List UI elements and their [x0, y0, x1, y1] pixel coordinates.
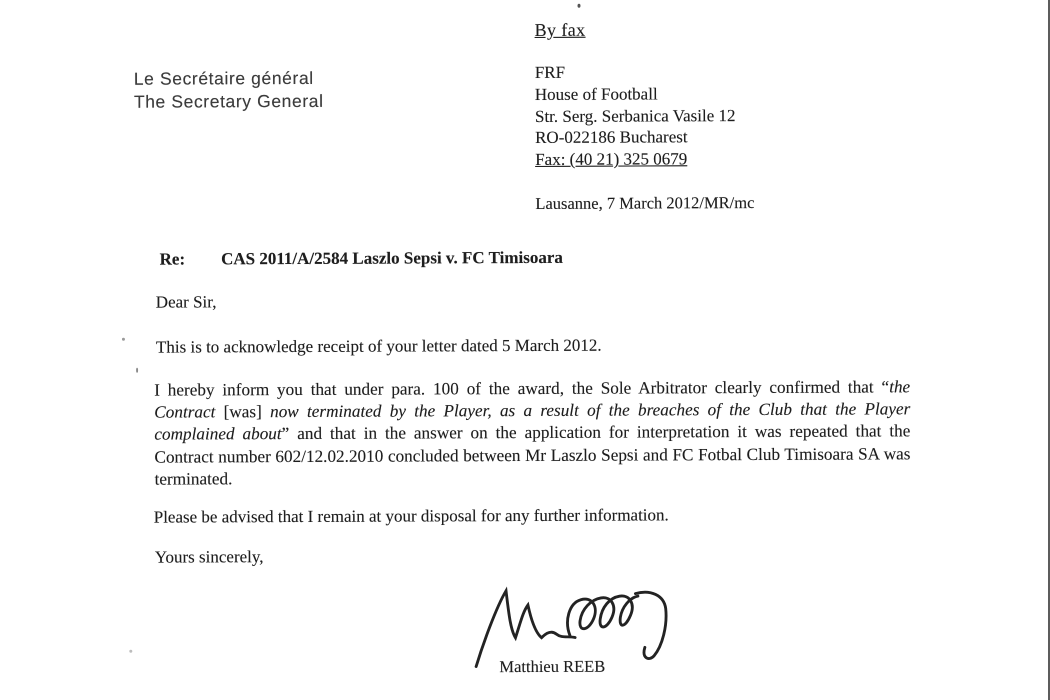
paragraph2-tail: ” and that in the answer on the application for interpretation it was repeated that the Contract number 602/12.02.2010 concluded between Mr Laszlo Sepsi and FC Fotbal Club Timisoara SA was terminated. — [154, 421, 911, 489]
recipient-building: House of Football — [534, 84, 658, 104]
recipient-address-block — [535, 61, 736, 171]
letterhead-title-en: The Secretary General — [133, 90, 324, 112]
paragraph2-lead: I hereby inform you that under para. 100 of the award, the Sole Arbitrator clearly confirmed that “ — [154, 377, 890, 400]
paragraph2-quote-bracket: [was] — [223, 402, 262, 422]
reference-label: Re: — [159, 249, 186, 269]
closing-line: Yours sincerely, — [154, 547, 264, 567]
dateline: Lausanne, 7 March 2012/MR/mc — [535, 192, 755, 213]
delivery-method-label: By fax — [534, 19, 586, 40]
recipient-city: RO-022186 Bucharest — [535, 127, 688, 148]
signature-name: Matthieu REEB — [499, 656, 606, 677]
paragraph2-quote-italic-b: now terminated by the Player, as a result of the breaches of the Club that the Player complained about — [154, 399, 911, 445]
recipient-fax: Fax: (40 21) 325 0679 — [535, 149, 688, 170]
body-paragraph-1: This is to acknowledge receipt of your letter dated 5 March 2012. — [155, 335, 602, 357]
recipient-street: Str. Serg. Serbanica Vasile 12 — [534, 105, 736, 126]
scan-speck — [577, 4, 580, 8]
scan-speck — [122, 338, 125, 341]
salutation: Dear Sir, — [155, 292, 217, 312]
handwritten-signature-svg — [459, 583, 684, 668]
letterhead-block — [134, 67, 324, 114]
reference-line — [160, 248, 563, 270]
recipient-org: FRF — [534, 62, 566, 82]
body-paragraph-2 — [154, 376, 910, 490]
reference-subject: CAS 2011/A/2584 Laszlo Sepsi v. FC Timisoara — [221, 247, 563, 269]
letterhead-title-fr: Le Secrétaire général — [133, 67, 314, 89]
scan-speck — [129, 650, 132, 653]
paragraph2-quote-italic-a: the Contract — [154, 377, 911, 422]
body-paragraph-3: Please be advised that I remain at your disposal for any further information. — [153, 505, 669, 527]
signature-image — [459, 583, 684, 668]
scan-speck — [136, 368, 138, 373]
